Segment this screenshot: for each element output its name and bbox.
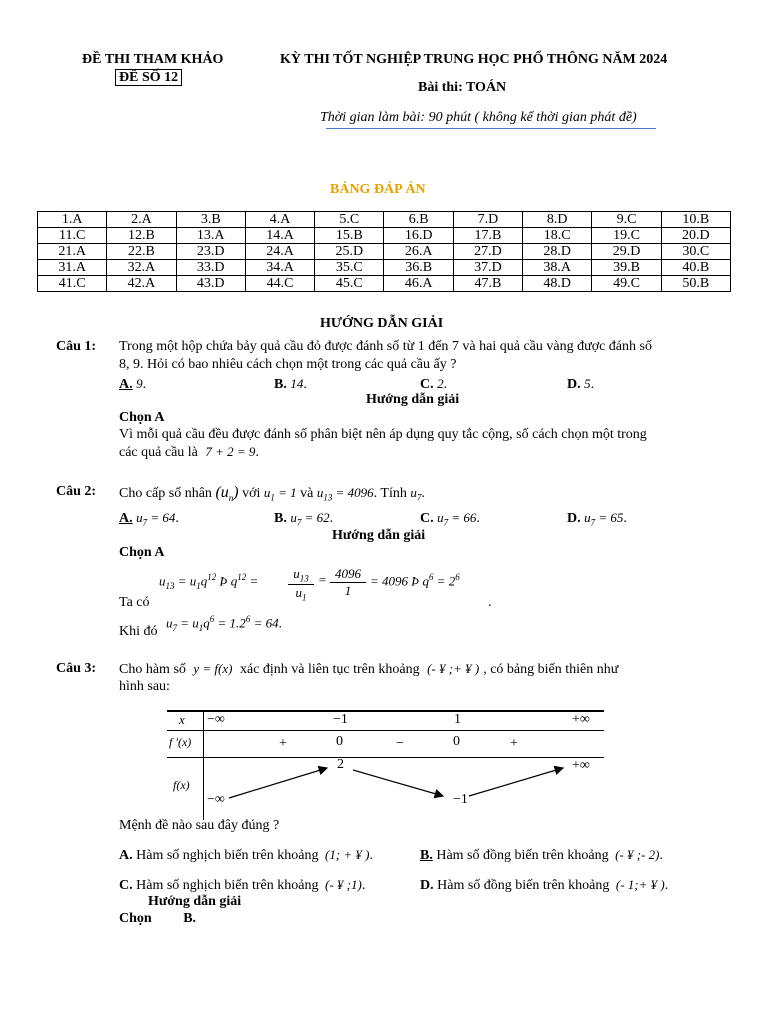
q1-option-a-label: A. <box>119 377 133 392</box>
answer-cell: 50.B <box>661 276 730 292</box>
header-underline <box>326 128 656 129</box>
answer-cell: 47.B <box>453 276 522 292</box>
q2-sequence: $(u_n)$ <box>215 484 239 504</box>
q2-formula-tail: = 4096 Þ $q^6 = 2^6$ <box>370 572 460 589</box>
vt-x-value: 1 <box>454 712 461 727</box>
q1-text-line1: Trong một hộp chứa bảy quả cầu đỏ được đánh số từ 1 đến 7 và hai quả cầu vàng được đánh số <box>119 339 652 354</box>
answer-cell: 23.D <box>176 244 245 260</box>
q3-function: y = f(x) <box>193 661 233 676</box>
answer-cell: 40.B <box>661 260 730 276</box>
q2-u7: $u_7$ <box>410 485 422 503</box>
q2-formula1: $u_{13} = u_1q^{12}$ Þ $q^{12}$ = <box>159 572 259 591</box>
q2-text1: Cho cấp số nhân <box>119 486 212 501</box>
answer-table <box>37 211 731 292</box>
answer-cell: 14.A <box>245 228 314 244</box>
answer-cell: 49.C <box>592 276 661 292</box>
answer-cell: 12.B <box>107 228 176 244</box>
answer-cell: 20.D <box>661 228 730 244</box>
vt-sign: + <box>279 736 287 751</box>
q3-guide-title: Hướng dẫn giải <box>148 894 242 909</box>
answer-row <box>38 244 731 260</box>
answer-cell: 22.B <box>107 244 176 260</box>
answer-key-title: BẢNG ĐÁP ÁN <box>330 182 426 197</box>
answer-cell: 36.B <box>384 260 453 276</box>
q1-guide-title: Hướng dẫn giải <box>366 392 460 407</box>
q2-frac2: 4096 1 <box>330 566 366 599</box>
answer-cell: 39.B <box>592 260 661 276</box>
answer-cell: 48.D <box>523 276 592 292</box>
answer-cell: 5.C <box>315 212 384 228</box>
q3-prompt-line1: Cho hàm số y = f(x) xác định và liên tục trên khoảng (- ¥ ;+ ¥ ) , có bảng biến thiên như <box>119 661 619 677</box>
q3-choice: Chọn B. <box>119 911 197 926</box>
vt-x-value: −∞ <box>207 712 225 727</box>
answer-cell: 26.A <box>384 244 453 260</box>
answer-row <box>38 228 731 244</box>
answer-cell: 41.C <box>38 276 107 292</box>
answer-cell: 43.D <box>176 276 245 292</box>
answer-cell: 33.D <box>176 260 245 276</box>
q2-u13: $u_{13} = 4096$ <box>316 485 374 503</box>
answer-cell: 44.C <box>245 276 314 292</box>
answer-cell: 45.C <box>315 276 384 292</box>
q2-option-b: B. $u_7 = 62$. <box>274 510 334 528</box>
answer-row <box>38 260 731 276</box>
header-exam-code: ĐỀ SỐ 12 <box>115 69 182 86</box>
answer-cell: 16.D <box>384 228 453 244</box>
answer-cell: 10.B <box>661 212 730 228</box>
q1-option-c-value: 2 <box>437 376 444 391</box>
answer-cell: 46.A <box>384 276 453 292</box>
answer-cell: 4.A <box>245 212 314 228</box>
q3-option-d: D. Hàm số đồng biến trên khoảng (- 1;+ ¥ ). <box>420 877 669 893</box>
q1-option-d-label: D. <box>567 377 581 392</box>
header-exam-title: KỲ THI TỐT NGHIỆP TRUNG HỌC PHỔ THÔNG NĂM 2024 <box>280 52 668 67</box>
q3-label: Câu 3: <box>56 661 97 676</box>
q3-interval: (- ¥ ;+ ¥ ) <box>427 661 480 676</box>
q2-option-a: A. $u_7 = 64$. <box>119 510 179 528</box>
variation-table <box>167 710 604 820</box>
q2-text4: . Tính <box>373 486 407 501</box>
vt-fprime-label: f ′(x) <box>169 735 192 749</box>
vt-x-value: +∞ <box>572 712 590 727</box>
answer-cell: 7.D <box>453 212 522 228</box>
q1-option-d-value: 5 <box>584 376 591 391</box>
q2-guide-title: Hướng dẫn giải <box>332 528 426 543</box>
vt-sign: + <box>510 736 518 751</box>
answer-cell: 29.D <box>592 244 661 260</box>
q2-frac1: $u_{13}$ $u_1$ <box>288 566 314 602</box>
vt-f-value: −∞ <box>207 792 225 807</box>
vt-sign: − <box>396 736 404 751</box>
q1-option-c-label: C. <box>420 377 434 392</box>
q2-u1: $u_1 = 1$ <box>263 485 297 503</box>
q1-option-b-label: B. <box>274 377 287 392</box>
answer-cell: 31.A <box>38 260 107 276</box>
vt-arrows <box>167 710 604 820</box>
q1-option-a-value: 9 <box>136 376 143 391</box>
q1-option-c: C. 2. <box>420 376 448 392</box>
q1-text-line2: 8, 9. Hỏi có bao nhiêu cách chọn một trong các quả cầu ấy ? <box>119 357 457 372</box>
answer-cell: 19.C <box>592 228 661 244</box>
answer-cell: 2.A <box>107 212 176 228</box>
answer-cell: 18.C <box>523 228 592 244</box>
q1-choice: Chọn A <box>119 410 165 425</box>
answer-cell: 25.D <box>315 244 384 260</box>
vt-f-label: f(x) <box>173 778 190 792</box>
answer-row <box>38 276 731 292</box>
q3-option-c: C. Hàm số nghịch biến trên khoảng (- ¥ ;1). <box>119 877 366 893</box>
answer-cell: 8.D <box>523 212 592 228</box>
q1-option-a: A. 9. <box>119 376 147 392</box>
q2-label: Câu 2: <box>56 484 97 499</box>
answer-cell: 38.A <box>523 260 592 276</box>
q1-option-b-value: 14 <box>290 376 304 391</box>
answer-cell: 6.B <box>384 212 453 228</box>
header-time: Thời gian làm bài: 90 phút ( không kể thời gian phát đề) <box>320 110 637 125</box>
answer-cell: 9.C <box>592 212 661 228</box>
header-subject: Bài thi: TOÁN <box>418 80 507 95</box>
q3-question: Mệnh đề nào sau đây đúng ? <box>119 818 280 833</box>
vt-f-value: −1 <box>453 792 468 807</box>
vt-f-value: 2 <box>337 757 344 772</box>
q3-prompt-line2: hình sau: <box>119 679 170 694</box>
q1-option-b: B. 14. <box>274 376 307 392</box>
q1-option-d: D. 5. <box>567 376 595 392</box>
q3-option-a: A. Hàm số nghịch biến trên khoảng (1; + ¥ ). <box>119 847 373 863</box>
vt-sign: 0 <box>453 734 460 749</box>
q2-taco: Ta có <box>119 595 150 610</box>
answer-cell: 24.A <box>245 244 314 260</box>
q1-label: Câu 1: <box>56 339 97 354</box>
vt-sign: 0 <box>336 734 343 749</box>
answer-cell: 15.B <box>315 228 384 244</box>
answer-cell: 42.A <box>107 276 176 292</box>
answer-cell: 32.A <box>107 260 176 276</box>
q3-option-b: B. Hàm số đồng biến trên khoảng (- ¥ ;- 2). <box>420 847 663 863</box>
q1-explanation-math: 7 + 2 = 9 <box>205 444 256 459</box>
answer-cell: 11.C <box>38 228 107 244</box>
q1-explanation-text: các quả cầu là <box>119 445 198 460</box>
vt-x-value: −1 <box>333 712 348 727</box>
answer-cell: 30.C <box>661 244 730 260</box>
answer-cell: 1.A <box>38 212 107 228</box>
q1-explanation-line1: Vì mỗi quả cầu đều được đánh số phân biệt nên áp dụng quy tắc cộng, số cách chọn một trong <box>119 427 647 442</box>
q2-choice: Chọn A <box>119 545 165 560</box>
answer-cell: 35.C <box>315 260 384 276</box>
solutions-title: HƯỚNG DẪN GIẢI <box>320 316 444 331</box>
answer-cell: 17.B <box>453 228 522 244</box>
q2-formula2: $u_7 = u_1q^6 = 1.2^6 = 64$. <box>166 614 282 633</box>
q2-khido: Khi đó <box>119 624 158 639</box>
q2-prompt: Cho cấp số nhân $(u_n)$ với $u_1 = 1$ và $u_{13} = 4096$. Tính $u_7$. <box>119 484 425 504</box>
vt-x-label: x <box>179 712 185 727</box>
answer-cell: 3.B <box>176 212 245 228</box>
answer-cell: 21.A <box>38 244 107 260</box>
answer-row <box>38 212 731 228</box>
answer-cell: 28.D <box>523 244 592 260</box>
q2-option-d: D. $u_7 = 65$. <box>567 510 627 528</box>
answer-cell: 37.D <box>453 260 522 276</box>
q2-text2: với <box>242 486 261 501</box>
q1-explanation-line2: các quả cầu là 7 + 2 = 9. <box>119 444 259 460</box>
header-left-title: ĐỀ THI THAM KHẢO <box>82 52 224 67</box>
answer-cell: 27.D <box>453 244 522 260</box>
q2-text3: và <box>300 486 314 501</box>
q2-option-c: C. $u_7 = 66$. <box>420 510 480 528</box>
answer-cell: 13.A <box>176 228 245 244</box>
vt-f-value: +∞ <box>572 758 590 773</box>
answer-cell: 34.A <box>245 260 314 276</box>
